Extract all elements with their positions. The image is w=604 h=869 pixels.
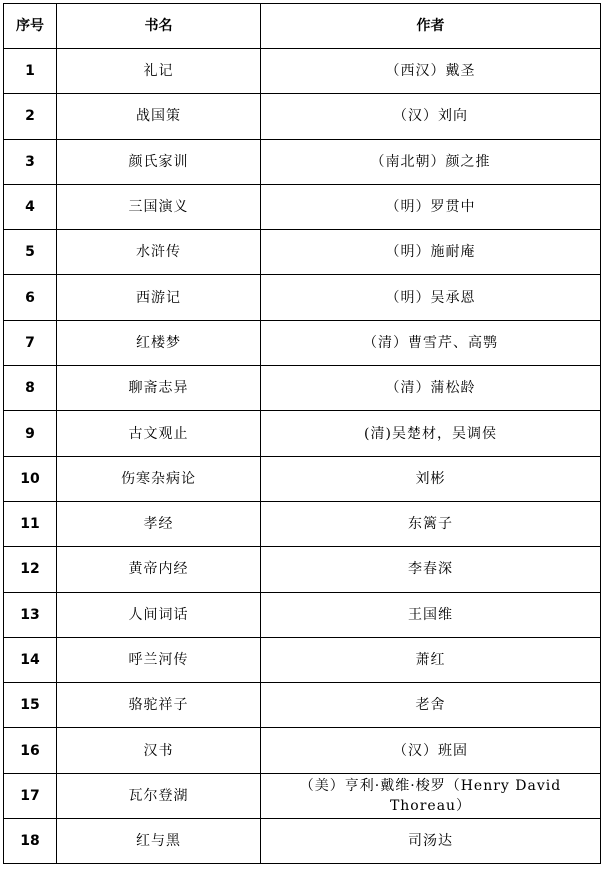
cell-number: 15 [4,683,57,728]
cell-title: 战国策 [57,94,261,139]
cell-author: （清）蒲松龄 [261,366,601,411]
cell-number: 5 [4,230,57,275]
book-list-table [3,3,601,864]
cell-title: 聊斋志异 [57,366,261,411]
table-row [4,637,601,682]
header-number: 序号 [4,4,57,49]
table-row [4,366,601,411]
cell-number: 11 [4,501,57,546]
cell-author: (清)吴楚材，吴调侯 [261,411,601,456]
cell-number: 10 [4,456,57,501]
cell-author: 王国维 [261,592,601,637]
cell-title: 红与黑 [57,819,261,864]
cell-number: 8 [4,366,57,411]
cell-title: 水浒传 [57,230,261,275]
cell-title: 瓦尔登湖 [57,773,261,818]
cell-title: 人间词话 [57,592,261,637]
table-row [4,139,601,184]
table-row [4,94,601,139]
table-row [4,184,601,229]
cell-title: 黄帝内经 [57,547,261,592]
cell-number: 7 [4,320,57,365]
cell-author: （清）曹雪芹、高鹗 [261,320,601,365]
cell-title: 西游记 [57,275,261,320]
cell-number: 18 [4,819,57,864]
cell-number: 9 [4,411,57,456]
table-row [4,728,601,773]
cell-title: 红楼梦 [57,320,261,365]
cell-number: 6 [4,275,57,320]
cell-title: 三国演义 [57,184,261,229]
cell-number: 4 [4,184,57,229]
cell-title: 呼兰河传 [57,637,261,682]
header-author: 作者 [261,4,601,49]
cell-number: 12 [4,547,57,592]
cell-number: 1 [4,49,57,94]
cell-author: （明）罗贯中 [261,184,601,229]
table-body [4,49,601,864]
table-row [4,320,601,365]
cell-number: 16 [4,728,57,773]
cell-author: （美）亨利·戴维·梭罗（Henry David Thoreau） [261,773,601,818]
cell-title: 古文观止 [57,411,261,456]
table-header-row [4,4,601,49]
cell-number: 2 [4,94,57,139]
table-row [4,592,601,637]
cell-author: 东篱子 [261,501,601,546]
cell-title: 礼记 [57,49,261,94]
cell-number: 3 [4,139,57,184]
cell-number: 17 [4,773,57,818]
cell-author: （南北朝）颜之推 [261,139,601,184]
header-title: 书名 [57,4,261,49]
cell-title: 颜氏家训 [57,139,261,184]
cell-author: 萧红 [261,637,601,682]
cell-author: 刘彬 [261,456,601,501]
cell-number: 13 [4,592,57,637]
table-row [4,275,601,320]
table-row [4,683,601,728]
table-row [4,411,601,456]
table-row [4,773,601,818]
cell-number: 14 [4,637,57,682]
table-row [4,49,601,94]
table-row [4,501,601,546]
cell-title: 孝经 [57,501,261,546]
table-row [4,819,601,864]
cell-author: 老舍 [261,683,601,728]
cell-title: 骆驼祥子 [57,683,261,728]
cell-author: （明）吴承恩 [261,275,601,320]
table-row [4,456,601,501]
table-row [4,230,601,275]
cell-title: 伤寒杂病论 [57,456,261,501]
cell-author: （明）施耐庵 [261,230,601,275]
cell-author: 李春深 [261,547,601,592]
cell-author: （汉）刘向 [261,94,601,139]
cell-author: （西汉）戴圣 [261,49,601,94]
cell-author: （汉）班固 [261,728,601,773]
cell-title: 汉书 [57,728,261,773]
cell-author: 司汤达 [261,819,601,864]
table-row [4,547,601,592]
